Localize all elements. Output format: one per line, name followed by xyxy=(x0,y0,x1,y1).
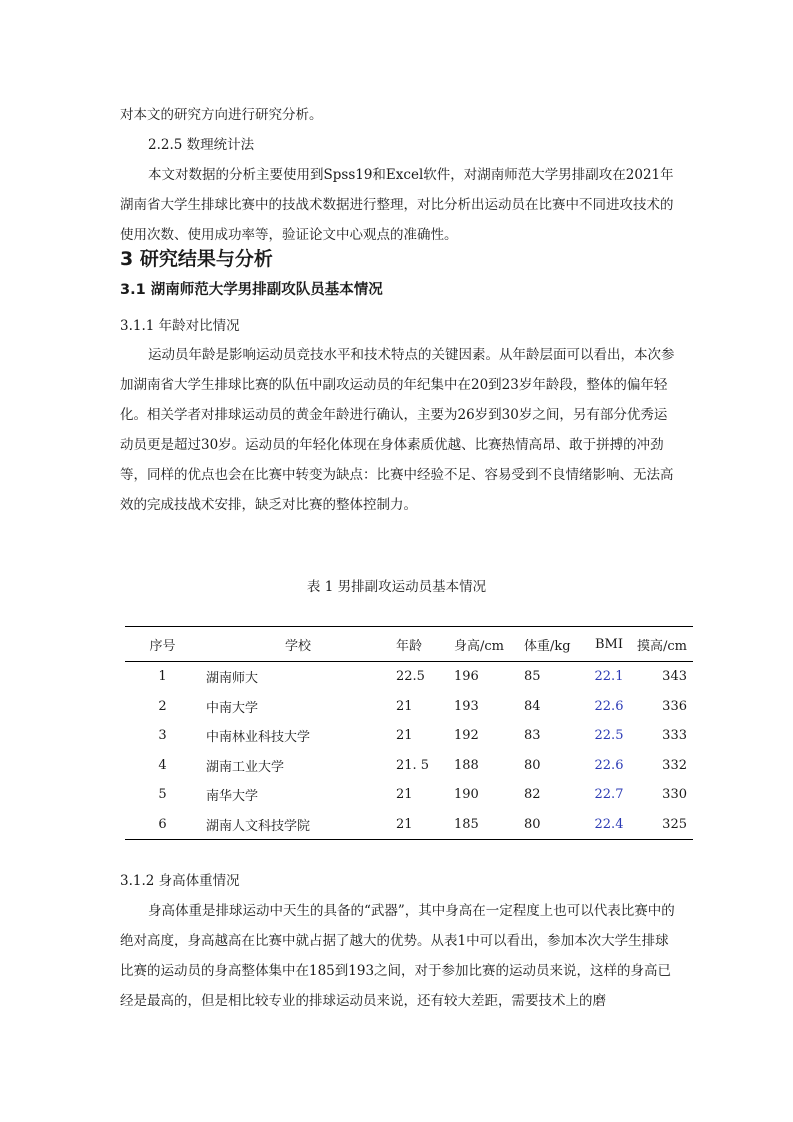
cell-reach: 343 xyxy=(662,669,687,685)
cell-reach: 332 xyxy=(662,757,687,773)
cell-school: 湖南人文科技学院 xyxy=(206,818,311,834)
header-reach: 摸高/cm xyxy=(637,638,687,654)
subsection-2-2-5-heading: 2.2.5 数理统计法 xyxy=(148,137,255,153)
cell-bmi: 22.6 xyxy=(594,698,624,714)
header-bmi: BMI xyxy=(595,636,623,652)
cell-weight: 80 xyxy=(524,757,541,773)
age-comparison-paragraph: 运动员年龄是影响运动员竞技水平和技术特点的关键因素。从年龄层面可以看出，本次参加湖南省大学生排球比赛的队伍中副攻运动员的年纪集中在20到23岁年龄段，整体的偏年轻化。相关学者对排球运动员的黄金年龄进行确认，主要为26岁到30岁之间，另有部分优秀运动员更是超过30岁。运动员的年轻化体现在身体素质优越、比赛热情高昂、敢于拼搏的冲劲等，同样的优点也会在比赛中转变为缺点：比赛中经验不足、容易受到不良情绪影响、无法高效的完成技战术安排，缺乏对比赛的整体控制力。 xyxy=(120,347,675,513)
table-row xyxy=(125,751,693,781)
cell-height: 193 xyxy=(454,698,479,714)
cell-height: 190 xyxy=(454,787,479,803)
cell-height: 196 xyxy=(454,669,479,685)
header-height: 身高/cm xyxy=(454,638,504,654)
cell-bmi: 22.7 xyxy=(594,787,624,803)
cell-reach: 333 xyxy=(662,728,687,744)
table-row xyxy=(125,780,693,810)
table-row xyxy=(125,662,693,692)
cell-age: 21 xyxy=(396,728,413,744)
header-weight: 体重/kg xyxy=(524,638,571,654)
cell-bmi: 22.5 xyxy=(594,728,624,744)
cell-index: 6 xyxy=(158,816,167,832)
cell-bmi: 22.4 xyxy=(594,816,624,832)
height-weight-paragraph: 身高体重是排球运动中天生的具备的“武器”，其中身高在一定程度上也可以代表比赛中的绝对高度，身高越高在比赛中就占据了越大的优势。从表1中可以看出，参加本次大学生排球比赛的运动员的身高整体集中在185到193之间，对于参加比赛的运动员来说，这样的身高已经是最高的，但是相比较专业的排球运动员来说，还有较大差距，需要技术上的磨 xyxy=(120,903,675,1009)
cell-school: 中南大学 xyxy=(206,700,259,716)
cell-bmi: 22.6 xyxy=(594,757,624,773)
cell-school: 南华大学 xyxy=(206,789,259,805)
table-row xyxy=(125,692,693,722)
cell-index: 5 xyxy=(158,787,167,803)
table-row xyxy=(125,721,693,751)
cell-school: 中南林业科技大学 xyxy=(206,730,311,746)
section-3-1-2-heading: 3.1.2 身高体重情况 xyxy=(120,873,240,889)
cell-height: 192 xyxy=(454,728,479,744)
statistics-method-paragraph: 本文对数据的分析主要使用到Spss19和Excel软件，对湖南师范大学男排副攻在2021年湖南省大学生排球比赛中的技战术数据进行整理，对比分析出运动员在比赛中不同进攻技术的使用次数、使用成功率等，验证论文中心观点的准确性。 xyxy=(120,167,674,243)
section-3-1-1-heading: 3.1.1 年龄对比情况 xyxy=(120,318,240,334)
cell-reach: 336 xyxy=(662,698,687,714)
athlete-basic-info-table xyxy=(125,626,693,840)
cell-weight: 83 xyxy=(524,728,541,744)
cell-age: 21 xyxy=(396,816,413,832)
cell-weight: 80 xyxy=(524,816,541,832)
cell-index: 2 xyxy=(158,698,167,714)
cell-weight: 82 xyxy=(524,787,541,803)
cell-school: 湖南工业大学 xyxy=(206,759,285,775)
cell-age: 21 xyxy=(396,787,413,803)
header-age: 年龄 xyxy=(396,638,423,654)
cell-height: 185 xyxy=(454,816,479,832)
table-row xyxy=(125,810,693,840)
table-caption: 表 1 男排副攻运动员基本情况 xyxy=(306,579,487,595)
cell-reach: 330 xyxy=(662,787,687,803)
section-3-heading: 3 研究结果与分析 xyxy=(120,248,273,270)
cell-age: 21. 5 xyxy=(396,757,430,773)
intro-continuation-line: 对本文的研究方向进行研究分析。 xyxy=(120,107,323,123)
cell-age: 21 xyxy=(396,698,413,714)
section-3-1-heading: 3.1 湖南师范大学男排副攻队员基本情况 xyxy=(120,282,383,298)
cell-weight: 84 xyxy=(524,698,541,714)
cell-index: 4 xyxy=(158,757,167,773)
header-index: 序号 xyxy=(149,638,176,654)
cell-reach: 325 xyxy=(662,816,687,832)
cell-index: 3 xyxy=(158,728,167,744)
cell-age: 22.5 xyxy=(396,669,425,685)
cell-height: 188 xyxy=(454,757,479,773)
table-header-row xyxy=(125,627,693,662)
cell-weight: 85 xyxy=(524,669,541,685)
cell-bmi: 22.1 xyxy=(594,669,624,685)
cell-index: 1 xyxy=(158,669,167,685)
header-school: 学校 xyxy=(284,638,311,654)
cell-school: 湖南师大 xyxy=(206,671,259,687)
